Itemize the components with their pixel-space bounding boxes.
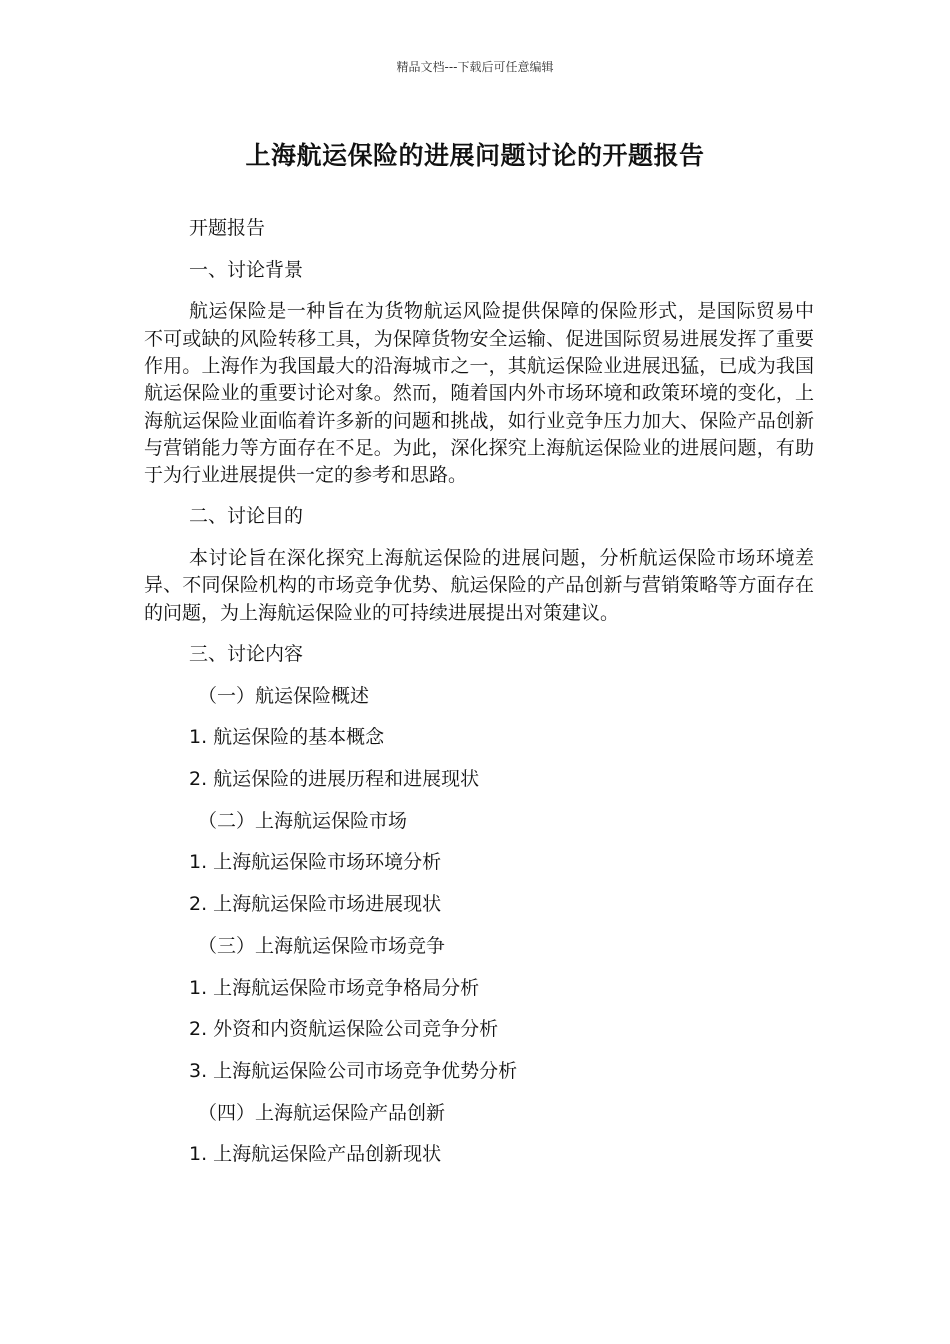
subsection-heading-innovation: （四）上海航运保险产品创新 bbox=[198, 1101, 446, 1124]
list-item: 3. 上海航运保险公司市场竞争优势分析 bbox=[189, 1059, 518, 1082]
subsection-heading-market: （二）上海航运保险市场 bbox=[198, 809, 408, 832]
list-item: 2. 航运保险的进展历程和进展现状 bbox=[189, 768, 480, 791]
section-heading-content: 三、讨论内容 bbox=[189, 643, 304, 666]
subsection-heading-overview: （一）航运保险概述 bbox=[198, 684, 370, 707]
list-item: 1. 上海航运保险市场竞争格局分析 bbox=[189, 976, 480, 999]
subsection-heading-competition: （三）上海航运保险市场竞争 bbox=[198, 934, 446, 957]
list-item: 1. 航运保险的基本概念 bbox=[189, 726, 385, 749]
document-body bbox=[144, 208, 814, 1176]
section-heading-purpose: 二、讨论目的 bbox=[189, 505, 304, 528]
list-item: 2. 上海航运保险市场进展现状 bbox=[189, 893, 442, 916]
section-heading-background: 一、讨论背景 bbox=[189, 258, 304, 281]
list-item: 1. 上海航运保险市场环境分析 bbox=[189, 851, 442, 874]
header-note: 精品文档---下载后可任意编辑 bbox=[396, 60, 554, 74]
list-item: 1. 上海航运保险产品创新现状 bbox=[189, 1143, 442, 1166]
purpose-paragraph: 本讨论旨在深化探究上海航运保险的进展问题，分析航运保险市场环境差异、不同保险机构的市场竞争优势、航运保险的产品创新与营销策略等方面存在的问题，为上海航运保险业的可持续进展提出对策建议。 bbox=[144, 547, 814, 624]
report-heading: 开题报告 bbox=[189, 217, 266, 239]
list-item: 2. 外资和内资航运保险公司竞争分析 bbox=[189, 1018, 499, 1041]
background-paragraph: 航运保险是一种旨在为货物航运风险提供保障的保险形式，是国际贸易中不可或缺的风险转移工具，为保障货物安全运输、促进国际贸易进展发挥了重要作用。上海作为我国最大的沿海城市之一，其航运保险业进展迅猛，已成为我国航运保险业的重要讨论对象。然而，随着国内外市场环境和政策环境的变化，上海航运保险业面临着许多新的问题和挑战，如行业竞争压力加大、保险产品创新与营销能力等方面存在不足。为此，深化探究上海航运保险业的进展问题，有助于为行业进展提供一定的参考和思路。 bbox=[144, 300, 814, 487]
document-title: 上海航运保险的进展问题讨论的开题报告 bbox=[245, 141, 705, 170]
